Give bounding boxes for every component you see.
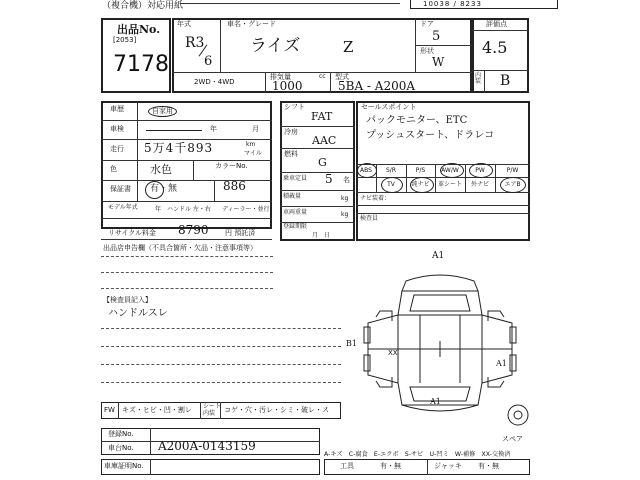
manual-label: 保証書 <box>110 185 131 193</box>
displacement-label: 排気量 <box>270 73 291 81</box>
equip-aw: AW/W <box>441 167 459 174</box>
ac-value: AAC <box>312 134 337 147</box>
doors-value: 5 <box>432 29 441 44</box>
history-label: 車歴 <box>110 105 124 113</box>
weight-unit: kg <box>341 211 349 218</box>
fuel-value: G <box>318 156 327 169</box>
model-label: 車名・グレード <box>227 20 276 28</box>
score-label: 評価点 <box>486 20 507 28</box>
color-no-value: 886 <box>223 179 246 193</box>
color-label: 色 <box>110 165 117 173</box>
type-value: 5BA - A200A <box>338 79 416 93</box>
inspection-label: 車検 <box>110 125 124 133</box>
top-number-box <box>410 0 558 9</box>
color-no-label: カラーNo. <box>215 162 248 170</box>
sales-point-line2: プッシュスタート、ドラレコ <box>366 130 495 141</box>
handle-text: 年 ハンドル 左・右 <box>155 206 211 213</box>
diagram-mark-xx: XX <box>388 349 398 357</box>
jack-label: ジャッキ <box>434 462 462 470</box>
dealer-label: ディーラー・並行 <box>222 206 270 213</box>
circle-aw <box>440 163 464 178</box>
equip-navi: 純ナビ <box>411 181 430 188</box>
capacity-unit: 名 <box>343 176 350 184</box>
recycle-label: リサイクル料金 <box>108 229 157 237</box>
circle-abs <box>357 163 377 178</box>
year-value: R3 <box>185 35 205 51</box>
weight-label: 車両重量 <box>283 209 308 216</box>
year-label: 年式 <box>177 20 191 28</box>
diagram-mark-side: B1 <box>346 339 357 348</box>
inspection-month: 月 <box>252 125 259 133</box>
fw-label: FW <box>104 406 115 414</box>
score-value: 4.5 <box>482 38 508 57</box>
equip-pw2: P/W <box>506 167 519 174</box>
inspection-scribble <box>146 130 202 131</box>
top-number: 10038 / 8233 <box>423 0 482 8</box>
doors-label: ドア <box>420 20 434 28</box>
history-value: 自家用 <box>148 106 177 117</box>
displacement-unit: cc <box>319 73 326 80</box>
mileage-label: 走行 <box>110 145 124 153</box>
inspector-notes-value: ハンドルスレ <box>108 308 168 319</box>
chassis-label: 車台No. <box>108 444 134 452</box>
sales-point-line1: パックモニター、ETC <box>366 115 468 126</box>
cert-label: 車庫証明No. <box>104 462 144 470</box>
seat-text: コゲ・穴・汚レ・シミ・破レ・ス <box>224 406 329 414</box>
recycle-value: 8790 <box>178 223 209 237</box>
shape-value: W <box>432 55 445 69</box>
diagram-mark-a1-right: A1 <box>496 359 507 368</box>
mileage-value: 5万4千893 <box>144 141 214 155</box>
mileage-unit-mile: マイル <box>244 150 262 157</box>
inspection-year: 年 <box>210 125 217 133</box>
load-label: 積載量 <box>283 193 302 200</box>
lot-label: 出品No. <box>117 23 161 36</box>
manual-circle <box>145 181 164 199</box>
form-title: （複合機）対応用紙 <box>102 1 184 11</box>
shift-value: FAT <box>311 110 333 123</box>
lot-box <box>101 18 171 93</box>
manual-value: 有・無 <box>150 184 178 194</box>
spare-label: スペア <box>502 435 523 443</box>
equip-leather: 革シート <box>437 181 462 188</box>
capacity-value: 5 <box>325 172 333 186</box>
shape-label: 形状 <box>420 47 434 55</box>
interior-value: B <box>500 73 511 89</box>
reg-label: 登録No. <box>108 430 134 438</box>
grade-value: Z <box>343 38 354 56</box>
inspector-label: 検査員 <box>360 215 379 222</box>
mileage-unit: km <box>246 141 256 148</box>
damage-legend: A-キズ C-腐食 E-エクボ S-サビ U-凹ミ W-補修 XX-交換済 <box>324 451 511 458</box>
month-value: 6 <box>204 54 213 69</box>
equip-abs: ABS <box>360 167 372 174</box>
equip-airbag: エアB <box>504 181 521 188</box>
seat-label: シート <box>203 403 222 410</box>
model-value: ライズ <box>250 36 301 56</box>
type-label: 型式 <box>335 73 349 81</box>
deadline-unit: 月 日 <box>312 232 331 239</box>
color-value: 水色 <box>150 163 172 176</box>
navi-install-label: ナビ装着： <box>360 195 391 202</box>
jack-value: 有・無 <box>478 462 499 470</box>
equip-pw: PW <box>475 167 485 174</box>
drive-label: 2WD・4WD <box>194 78 235 86</box>
displacement-value: 1000 <box>272 79 303 93</box>
capacity-label: 乗車定員 <box>283 175 308 182</box>
inspector-notes-label: 【検査員記入】 <box>103 296 152 304</box>
interior-label: 内装 <box>475 72 482 85</box>
load-unit: kg <box>341 195 349 202</box>
chassis-value: A200A-0143159 <box>158 439 256 453</box>
disclosure-label: 出品店申告欄（不具合箇所・欠品・注意事項等） <box>103 244 257 252</box>
deadline-label: 登録期限 <box>283 223 308 230</box>
seat-sub: 内装 <box>203 410 216 417</box>
fuel-label: 燃料 <box>284 150 298 158</box>
circle-tv <box>381 177 403 193</box>
equip-sr: S/R <box>386 167 396 174</box>
model-year-label: モデル年式 <box>108 204 138 211</box>
recycle-unit: 円 預託済 <box>225 229 256 237</box>
car-damage-diagram <box>340 245 540 440</box>
circle-navi <box>410 177 434 193</box>
sales-point-label: セールスポイント <box>361 103 417 111</box>
circle-airbag <box>500 177 526 193</box>
equip-ps: P/S <box>415 167 426 174</box>
fw-text: キズ・ヒビ・凹・割レ <box>122 406 192 414</box>
header-rule <box>180 3 400 4</box>
equip-ext-navi: 外ナビ <box>470 181 489 188</box>
tools-label: 工具 <box>340 462 354 470</box>
shift-label: シフト <box>284 103 305 111</box>
ac-label: 冷房 <box>284 128 298 136</box>
lot-number: 7178 <box>113 52 169 77</box>
diagram-mark-a1-rear: A1 <box>430 397 441 406</box>
diagram-mark-front: A1 <box>432 251 445 261</box>
circle-pw <box>469 163 493 178</box>
equip-tv: TV <box>387 181 395 188</box>
lot-sub-number: [2053] <box>113 36 137 44</box>
tools-value: 有・無 <box>380 462 401 470</box>
